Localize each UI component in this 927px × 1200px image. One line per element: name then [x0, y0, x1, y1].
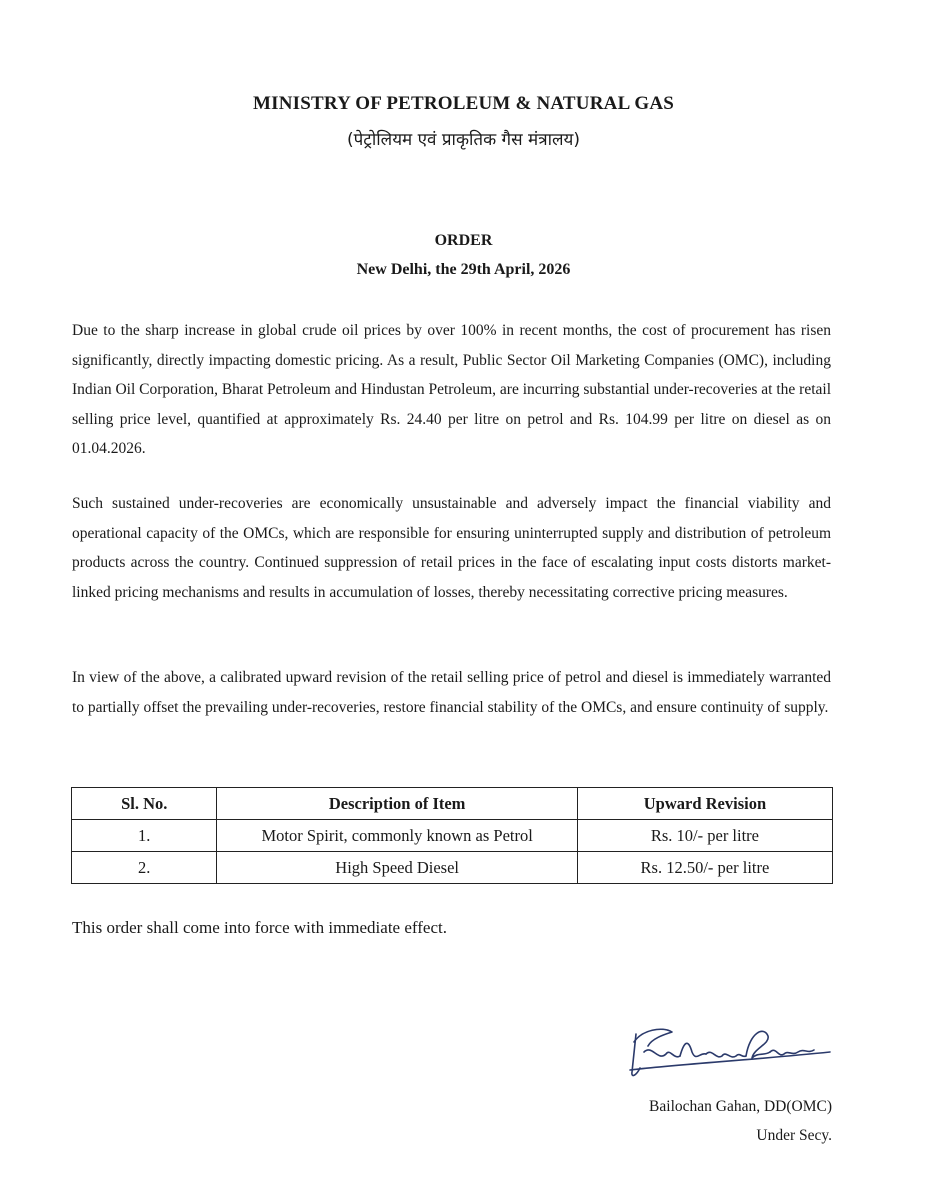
- paragraph-decision: In view of the above, a calibrated upward revision of the retail selling price of petrol and diesel is immediately warranted to partially offset the prevailing under-recoveries, restore financial stability of the OMCs, and ensure continuity of supply.: [72, 669, 831, 716]
- price-revision-table: [71, 787, 833, 884]
- effect-statement: This order shall come into force with immediate effect.: [72, 918, 447, 937]
- table-row: [72, 852, 833, 884]
- ministry-title-hindi: (पेट्रोलियम एवं प्राकृतिक गैस मंत्रालय): [347, 130, 580, 150]
- paragraph-impact: Such sustained under-recoveries are economically unsustainable and adversely impact the financial viability and operational capacity of the OMCs, which are responsible for ensuring uninterrupted supply and distribution of petroleum products across the country. Continued suppression of retail prices in the face of escalating input costs distorts market-linked pricing mechanisms and results in accumulation of losses, thereby necessitating corrective pricing measures.: [72, 495, 831, 601]
- table-cell-revision: Rs. 10/- per litre: [577, 820, 832, 852]
- order-place-date: New Delhi, the 29th April, 2026: [356, 261, 571, 278]
- signatory-name: Bailochan Gahan, DD(OMC): [649, 1098, 832, 1115]
- table-header-sl-no: Sl. No.: [72, 788, 217, 820]
- table-row: [72, 820, 833, 852]
- table-header-row: [72, 788, 833, 820]
- table-header-revision: Upward Revision: [577, 788, 832, 820]
- table-cell-sl-no: 2.: [72, 852, 217, 884]
- table-header-description: Description of Item: [217, 788, 577, 820]
- paragraph-background: Due to the sharp increase in global crude oil prices by over 100% in recent months, the cost of procurement has risen significantly, directly impacting domestic pricing. As a result, Public Sector Oil Marketing Companies (OMC), including Indian Oil Corporation, Bharat Petroleum and Hindustan Petroleum, are incurring substantial under-recoveries at the retail selling price level, quantified at approximately Rs. 24.40 per litre on petrol and Rs. 104.99 per litre on diesel as on 01.04.2026.: [72, 322, 831, 457]
- table-cell-description: High Speed Diesel: [217, 852, 577, 884]
- signatory-designation: Under Secy.: [756, 1127, 832, 1144]
- handwritten-signature: [622, 1012, 837, 1092]
- order-heading: ORDER: [434, 232, 493, 249]
- table-cell-sl-no: 1.: [72, 820, 217, 852]
- table-cell-revision: Rs. 12.50/- per litre: [577, 852, 832, 884]
- table-cell-description: Motor Spirit, commonly known as Petrol: [217, 820, 577, 852]
- ministry-title: MINISTRY OF PETROLEUM & NATURAL GAS: [252, 93, 675, 114]
